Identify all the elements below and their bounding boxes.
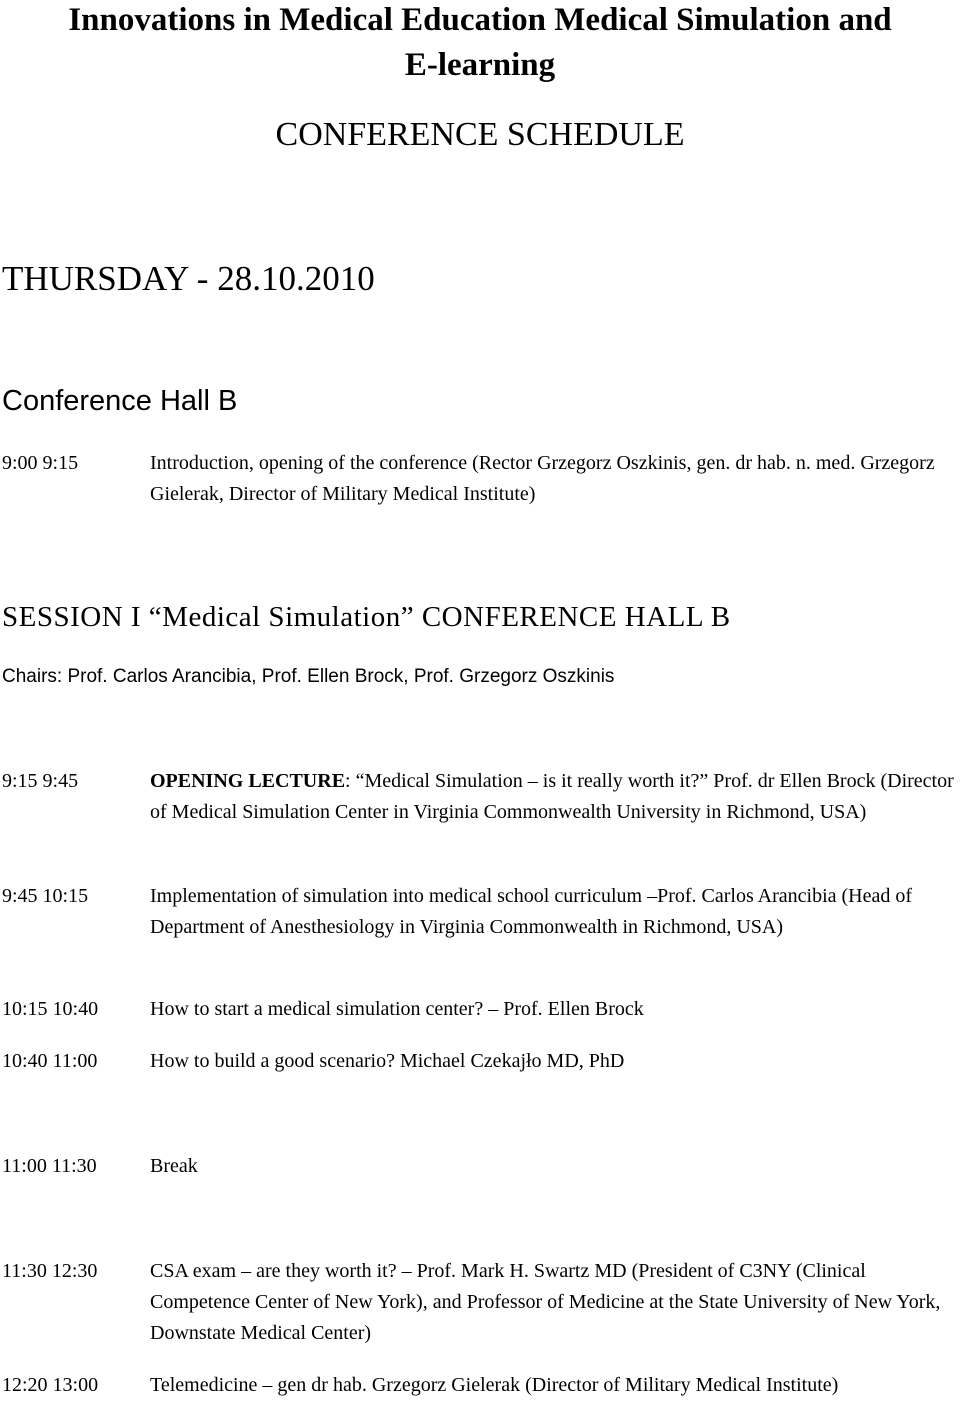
day-heading: THURSDAY - 28.10.2010 — [2, 259, 375, 298]
opening-lecture-text: : “Medical Simulation – is it really worth it?” Prof. dr Ellen Brock (Director of Medical Simulation Center in Virginia Commonwealth University in Richmond, USA) — [150, 770, 954, 823]
schedule-time: 12:20 13:00 — [2, 1374, 99, 1396]
session-chairs: Chairs: Prof. Carlos Arancibia, Prof. Ellen Brock, Prof. Grzegorz Oszkinis — [2, 666, 615, 687]
schedule-time: 10:40 11:00 — [2, 1050, 98, 1072]
opening-lecture-label: OPENING LECTURE — [150, 770, 346, 792]
schedule-subtitle: CONFERENCE SCHEDULE — [275, 116, 685, 153]
schedule-time: 11:00 11:30 — [2, 1155, 97, 1177]
schedule-time: 10:15 10:40 — [2, 998, 99, 1020]
schedule-time: 11:30 12:30 — [2, 1260, 98, 1282]
schedule-time: 9:45 10:15 — [2, 885, 89, 907]
document-title-line-1: Innovations in Medical Education Medical Simulation and — [68, 2, 892, 38]
hall-heading: Conference Hall B — [2, 385, 238, 417]
schedule-description: Implementation of simulation into medical school curriculum –Prof. Carlos Arancibia (Head of Department of Anesthesiology in Virginia Commonwealth in Richmond, USA) — [150, 885, 913, 938]
schedule-time: 9:00 9:15 — [2, 452, 79, 474]
schedule-description — [150, 766, 956, 828]
schedule-description: Break — [150, 1155, 198, 1177]
schedule-description: Telemedicine – gen dr hab. Grzegorz Gielerak (Director of Military Medical Institute) — [150, 1374, 839, 1396]
session-heading: SESSION I “Medical Simulation” CONFERENCE HALL B — [2, 601, 731, 633]
document-title-line-2: E-learning — [404, 47, 556, 83]
schedule-description: Introduction, opening of the conference (Rector Grzegorz Oszkinis, gen. dr hab. n. med. Grzegorz Gielerak, Director of Military Medical Institute) — [150, 452, 935, 505]
schedule-description: CSA exam – are they worth it? – Prof. Mark H. Swartz MD (President of C3NY (Clinical Competence Center of New York), and Professor of Medicine at the State University of New York, Downstate Medical Center) — [150, 1260, 941, 1344]
schedule-description: How to start a medical simulation center? – Prof. Ellen Brock — [150, 998, 644, 1020]
schedule-description: How to build a good scenario? Michael Czekajło MD, PhD — [150, 1050, 625, 1072]
schedule-time: 9:15 9:45 — [2, 770, 79, 792]
